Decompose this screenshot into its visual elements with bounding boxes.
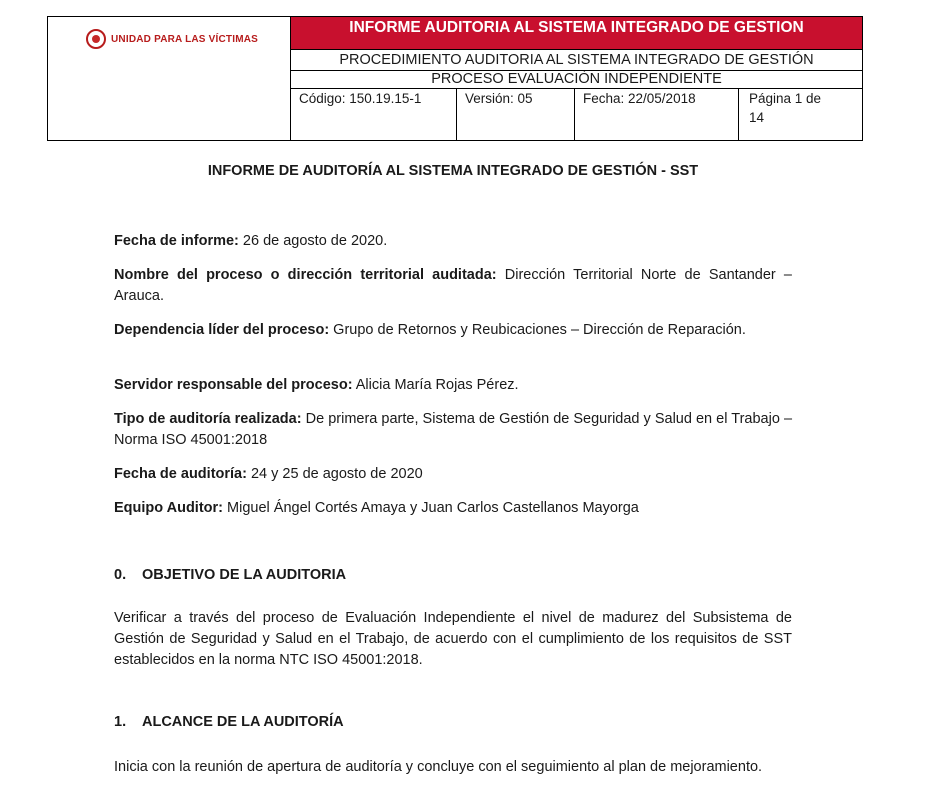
field-label: Nombre del proceso o dirección territorial auditada: <box>114 267 497 283</box>
field-label: Servidor responsable del proceso: <box>114 377 353 393</box>
metadata-row <box>291 88 862 140</box>
field-label: Equipo Auditor: <box>114 500 223 516</box>
section-number: 1. <box>114 714 127 730</box>
report-title-banner: INFORME AUDITORIA AL SISTEMA INTEGRADO DE GESTION <box>291 17 862 50</box>
section-number: 0. <box>114 567 127 583</box>
section-title: OBJETIVO DE LA AUDITORIA <box>142 567 347 583</box>
section-title: ALCANCE DE LA AUDITORÍA <box>142 714 344 730</box>
document-title: INFORME DE AUDITORÍA AL SISTEMA INTEGRADO DE GESTIÓN - SST <box>207 163 699 179</box>
field-value: Miguel Ángel Cortés Amaya y Juan Carlos Castellanos Mayorga <box>223 500 639 516</box>
header-info <box>291 17 862 140</box>
field-label: Fecha de informe: <box>114 233 239 249</box>
field-value: De primera parte, Sistema de Gestión de Seguridad y Salud en el Trabajo – Norma ISO 45001:2018 <box>114 411 793 448</box>
coat-of-arms-icon <box>86 29 106 49</box>
document-date: Fecha: 22/05/2018 <box>575 89 739 140</box>
field-label: Tipo de auditoría realizada: <box>114 411 302 427</box>
procedure-name: PROCEDIMIENTO AUDITORIA AL SISTEMA INTEGRADO DE GESTIÓN <box>291 50 862 71</box>
section-text-scope: Inicia con la reunión de apertura de auditoría y concluye con el seguimiento al plan de mejoramiento. <box>114 759 763 775</box>
field-audit-type <box>114 409 792 451</box>
page-number-line1: Página 1 de <box>749 91 822 106</box>
field-audit-team <box>114 498 792 519</box>
field-responsible-servant <box>114 375 792 396</box>
field-lead-department <box>114 320 792 341</box>
logo <box>86 29 258 49</box>
field-value: 26 de agosto de 2020. <box>238 233 388 249</box>
field-label: Fecha de auditoría: <box>114 466 247 482</box>
page-number <box>739 89 862 140</box>
document-header-table <box>47 16 863 141</box>
field-value: Dirección Territorial Norte de Santander – Arauca. <box>114 267 792 304</box>
field-audited-process <box>114 265 792 307</box>
logo-text: UNIDAD PARA LAS VÍCTIMAS <box>111 33 259 45</box>
process-name: PROCESO EVALUACIÒN INDEPENDIENTE <box>431 71 722 87</box>
section-text-objective: Verificar a través del proceso de Evaluación Independiente el nivel de madurez del Subsistema de Gestión de Seguridad y Salud en el Trabajo, de acuerdo con el cumplimiento de los requisitos de SST establecidos en la norma NTC ISO 45001:2018. <box>114 610 792 668</box>
document-code: Código: 150.19.15-1 <box>291 89 457 140</box>
field-report-date <box>114 231 792 252</box>
field-value: Alicia María Rojas Pérez. <box>352 377 519 393</box>
document-version: Versión: 05 <box>457 89 575 140</box>
field-audit-date <box>114 464 792 485</box>
field-label: Dependencia líder del proceso: <box>114 322 330 338</box>
field-value: 24 y 25 de agosto de 2020 <box>246 466 423 482</box>
section-heading-scope <box>114 714 344 730</box>
section-heading-objective <box>114 567 346 583</box>
page-number-line2: 14 <box>749 110 765 125</box>
field-value: Grupo de Retornos y Reubicaciones – Dirección de Reparación. <box>329 322 746 338</box>
logo-cell <box>48 17 291 140</box>
